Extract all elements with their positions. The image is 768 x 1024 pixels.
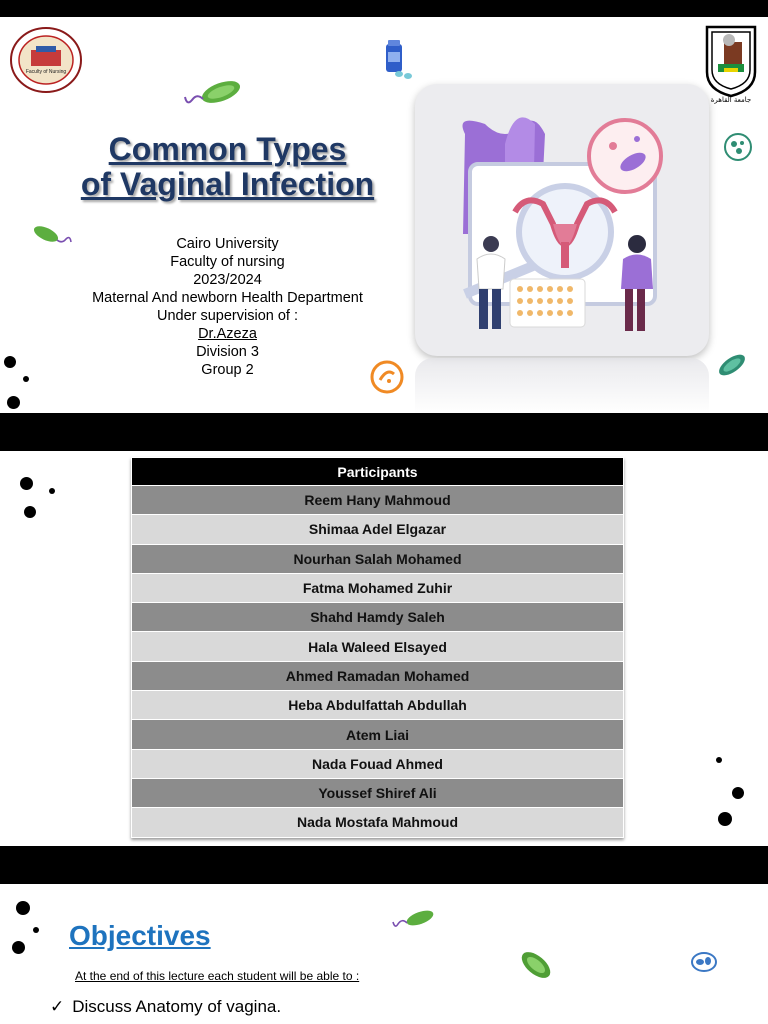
green-bacteria-icon <box>515 944 557 986</box>
gynecology-illustration <box>415 84 709 356</box>
table-header: Participants <box>132 458 624 486</box>
top-bar <box>0 0 768 17</box>
department-name: Maternal And newborn Health Department <box>92 290 363 306</box>
participant-name: Nourhan Salah Mohamed <box>132 544 624 573</box>
table-row <box>132 691 624 720</box>
academic-year: 2023/2024 <box>193 272 262 288</box>
table-row <box>132 720 624 749</box>
decorative-dot <box>20 477 33 490</box>
participant-name: Hala Waleed Elsayed <box>132 632 624 661</box>
presentation-title <box>40 132 415 202</box>
check-icon: ✓ <box>50 997 65 1016</box>
medicine-bottle-icon <box>383 38 415 82</box>
presentation-info <box>40 235 415 379</box>
title-line-2: of Vaginal Infection <box>80 166 375 202</box>
decorative-dot <box>16 901 30 915</box>
participants-table <box>131 457 624 838</box>
table-row <box>132 632 624 661</box>
objective-text: Discuss Anatomy of vagina. <box>72 997 282 1016</box>
participant-name: Heba Abdulfattah Abdullah <box>132 691 624 720</box>
participant-name: Shahd Hamdy Saleh <box>132 603 624 632</box>
participant-name: Atem Liai <box>132 720 624 749</box>
table-row <box>132 749 624 778</box>
bacteria-icon <box>392 905 436 935</box>
title-slide <box>0 17 768 413</box>
supervision-label: Under supervision of : <box>156 308 299 324</box>
participant-name: Reem Hany Mahmoud <box>132 486 624 515</box>
faculty-logo-text: Faculty of Nursing <box>25 69 67 75</box>
virus-icon <box>714 347 750 383</box>
table-row <box>132 808 624 837</box>
decorative-dot <box>716 757 722 763</box>
participant-name: Nada Mostafa Mahmoud <box>132 808 624 837</box>
decorative-dot <box>49 488 55 494</box>
faculty-name: Faculty of nursing <box>170 254 285 270</box>
cell-icon <box>723 132 753 162</box>
participant-name: Ahmed Ramadan Mohamed <box>132 661 624 690</box>
illustration-reflection <box>415 358 709 413</box>
faculty-logo-icon <box>9 26 83 94</box>
objectives-slide <box>0 884 768 1024</box>
objective-item <box>50 997 281 1017</box>
participant-name: Shimaa Adel Elgazar <box>132 515 624 544</box>
table-row <box>132 544 624 573</box>
table-row <box>132 486 624 515</box>
division-label: Division 3 <box>196 344 259 360</box>
decorative-dot <box>33 927 39 933</box>
decorative-dot <box>7 396 20 409</box>
participant-name: Nada Fouad Ahmed <box>132 749 624 778</box>
title-line-1: Common Types <box>108 131 347 167</box>
table-row <box>132 778 624 807</box>
participant-name: Youssef Shiref Ali <box>132 778 624 807</box>
cairo-university-logo-text: جامعة القاهرة <box>710 96 752 104</box>
group-label: Group 2 <box>201 362 254 378</box>
decorative-dot <box>4 356 16 368</box>
decorative-dot <box>24 506 36 518</box>
supervisor-name: Dr.Azeza <box>198 326 257 342</box>
table-row <box>132 573 624 602</box>
decorative-dot <box>718 812 732 826</box>
table-row <box>132 661 624 690</box>
university-name: Cairo University <box>176 236 279 252</box>
objectives-title: Objectives <box>69 920 211 951</box>
decorative-dot <box>12 941 25 954</box>
decorative-dot <box>732 787 744 799</box>
cairo-university-logo-icon <box>704 24 758 104</box>
decorative-dot <box>23 376 29 382</box>
blue-cell-icon <box>690 950 718 974</box>
slide-divider-2 <box>0 846 768 884</box>
participant-name: Fatma Mohamed Zuhir <box>132 573 624 602</box>
table-row <box>132 603 624 632</box>
participants-slide <box>0 451 768 846</box>
slide-divider-1 <box>0 413 768 451</box>
bacteria-icon <box>183 75 243 113</box>
objectives-subtitle: At the end of this lecture each student will be able to : <box>75 969 360 983</box>
table-row <box>132 515 624 544</box>
